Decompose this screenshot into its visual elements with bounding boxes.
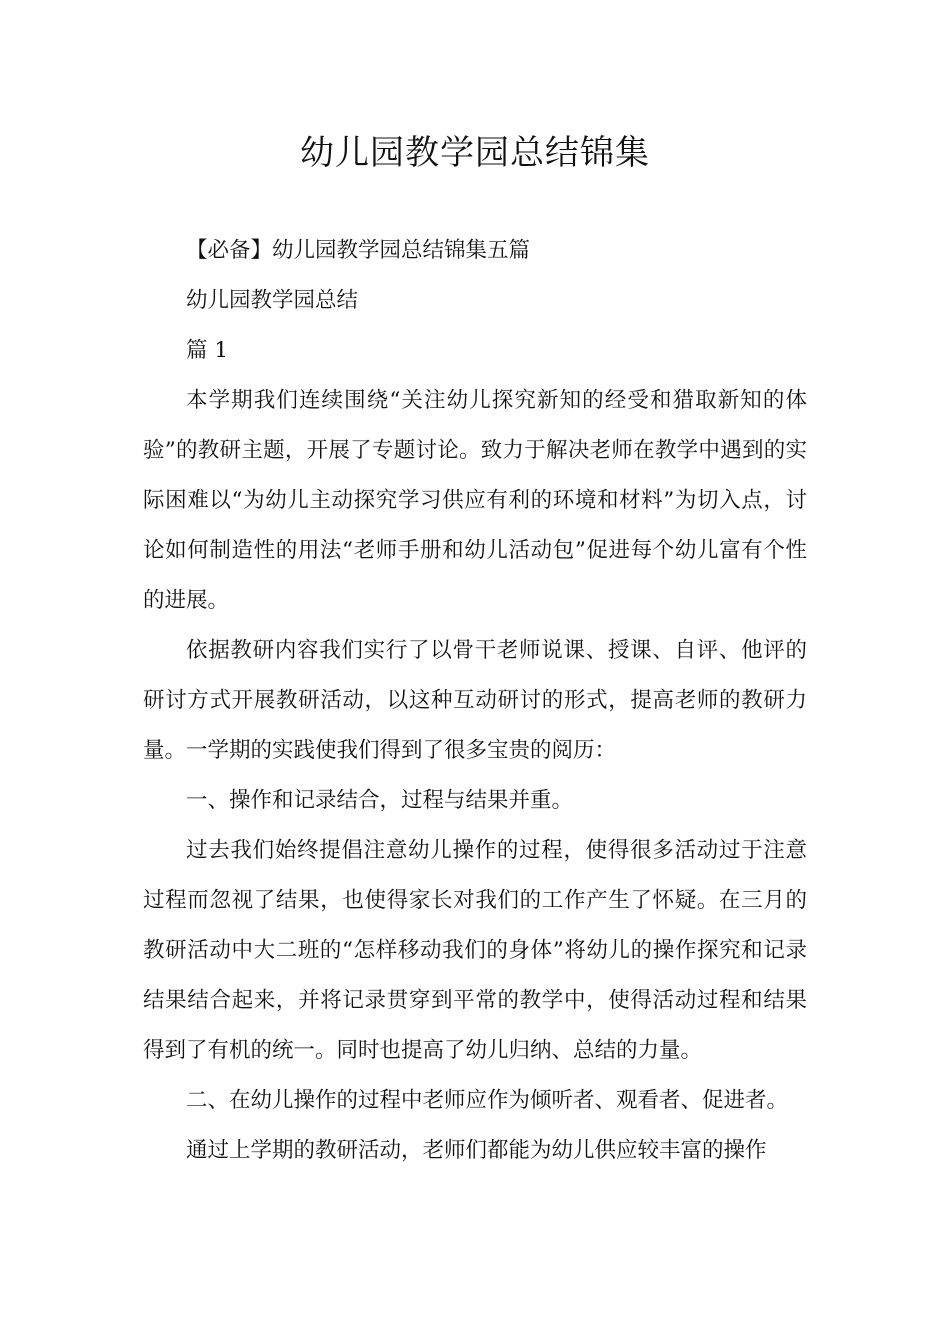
body-paragraph: 本学期我们连续围绕“关注幼儿探究新知的经受和猎取新知的体验”的教研主题，开展了专题讨论。致力于解决老师在教学中遇到的实际困难以“为幼儿主动探究学习供应有利的环境和材料”为切入点，讨论如何制造性的用法“老师手册和幼儿活动包”促进每个幼儿富有个性的进展。 xyxy=(143,388,807,613)
point-heading: 一、操作和记录结合，过程与结果并重。 xyxy=(186,788,574,813)
body-paragraph: 过去我们始终提倡注意幼儿操作的过程，使得很多活动过于注意过程而忽视了结果，也使得家长对我们的工作产生了怀疑。在三月的教研活动中大二班的“怎样移动我们的身体”将幼儿的操作探究和记录结果结合起来，并将记录贯穿到平常的教学中，使得活动过程和结果得到了有机的统一。同时也提高了幼儿归纳、总结的力量。 xyxy=(143,838,807,1063)
document-title: 幼儿园教学园总结锦集 xyxy=(300,133,650,173)
section-heading: 幼儿园教学园总结 xyxy=(186,288,359,313)
body-paragraph: 依据教研内容我们实行了以骨干老师说课、授课、自评、他评的研讨方式开展教研活动，以这种互动研讨的形式，提高老师的教研力量。一学期的实践使我们得到了很多宝贵的阅历： xyxy=(143,638,807,763)
body-paragraph: 通过上学期的教研活动，老师们都能为幼儿供应较丰富的操作 xyxy=(186,1138,767,1163)
subtitle-line: 【必备】幼儿园教学园总结锦集五篇 xyxy=(186,238,531,263)
chapter-label: 篇 1 xyxy=(186,338,229,363)
document-body xyxy=(143,226,807,1176)
point-heading: 二、在幼儿操作的过程中老师应作为倾听者、观看者、促进者。 xyxy=(186,1088,789,1113)
